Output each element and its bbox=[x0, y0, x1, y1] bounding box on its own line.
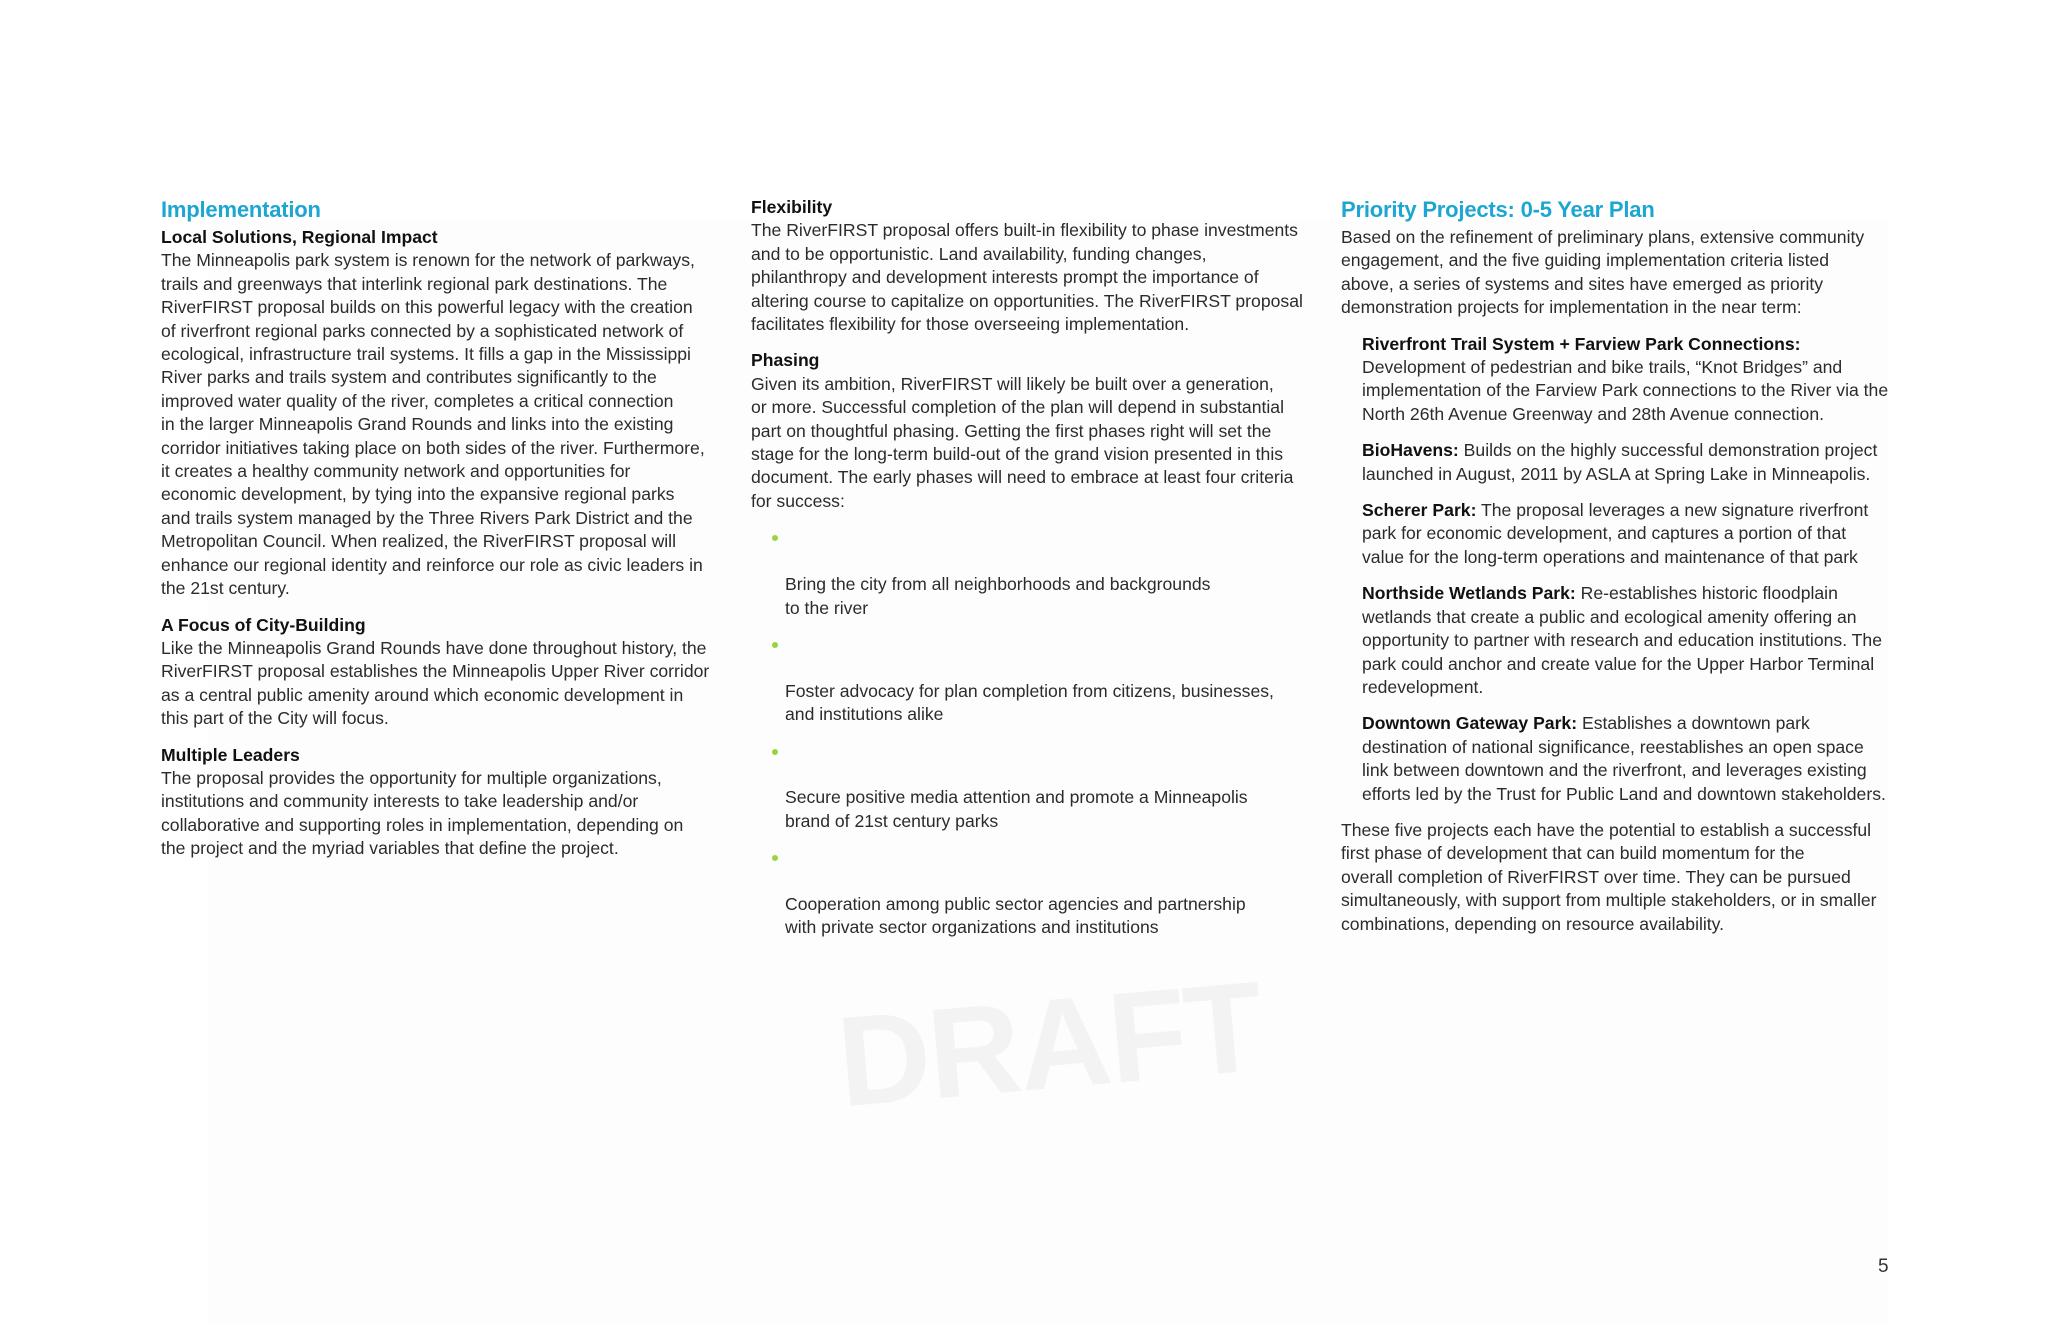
column-implementation bbox=[161, 196, 721, 874]
bullet-dot-icon bbox=[772, 535, 778, 541]
project-name: Riverfront Trail System + Farview Park Connections: bbox=[1362, 333, 1801, 354]
phasing-title: Phasing bbox=[751, 350, 820, 371]
list-item-text: Bring the city from all neighborhoods and backgrounds to the river bbox=[785, 574, 1211, 618]
priority-projects-heading: Priority Projects: 0-5 Year Plan bbox=[1341, 197, 1655, 222]
project-name: Scherer Park: bbox=[1362, 500, 1477, 521]
project-description: Establishes a downtown park destination of national significance, reestablishes an open space link between downtown and the riverfront, and leverages existing efforts led by the Trust for Public Land and downtown stakeholders. bbox=[1362, 713, 1886, 804]
bullet-dot-icon bbox=[772, 855, 778, 861]
implementation-heading: Implementation bbox=[161, 197, 321, 222]
column-flexibility-phasing bbox=[751, 196, 1307, 953]
multiple-leaders-text: The proposal provides the opportunity for multiple organizations, institutions and community interests to take leadership and/or collaborative and supporting roles in implementation, depending on the project and the myriad variables that define the project. bbox=[161, 767, 684, 859]
city-building-text: Like the Minneapolis Grand Rounds have done throughout history, the RiverFIRST proposal establishes the Minneapolis Upper River corridor as a central public amenity around which economic development in this part of the City will focus. bbox=[161, 637, 710, 729]
list-item-text: Foster advocacy for plan completion from citizens, businesses, and institutions alike bbox=[785, 680, 1274, 725]
column-priority-projects bbox=[1341, 196, 1901, 949]
list-item-text: Cooperation among public sector agencies and partnership with private sector organizations and institutions bbox=[785, 893, 1246, 938]
section-local-solutions bbox=[161, 226, 721, 601]
section-phasing bbox=[751, 349, 1307, 513]
bullet-dot-icon bbox=[772, 749, 778, 755]
list-item bbox=[772, 846, 1307, 940]
bullet-dot-icon bbox=[772, 642, 778, 648]
local-solutions-text: The Minneapolis park system is renown for the network of parkways, trails and greenways that interlink regional park destinations. The RiverFIRST proposal builds on this powerful legacy with the creation of riverfront regional parks connected by a sophisticated network of ecological, infrastructure trail systems. It fills a gap in the Mississippi River parks and trails system and contributes significantly to the improved water quality of the river, completes a critical connection in the larger Minneapolis Grand Rounds and links into the existing corridor initiatives taking place on both sides of the river. Furthermore, it creates a healthy community network and opportunities for economic development, by tying into the expansive regional parks and trails system managed by the Three Rivers Park District and the Metropolitan Council. When realized, the RiverFIRST proposal will enhance our regional identity and reinforce our role as civic leaders in the 21st century. bbox=[161, 250, 705, 599]
project-description: Builds on the highly successful demonstration project launched in August, 2011 by ASLA at Spring Lake in Minneapolis. bbox=[1362, 440, 1878, 484]
project-biohavens bbox=[1362, 439, 1901, 486]
project-description: Re-establishes historic floodplain wetlands that create a public and ecological amenity offering an opportunity to partner with research and education institutions. The park could anchor and create value for the Upper Harbor Terminal redevelopment. bbox=[1362, 583, 1882, 697]
section-multiple-leaders bbox=[161, 744, 721, 861]
flexibility-text: The RiverFIRST proposal offers built-in flexibility to phase investments and to be opportunistic. Land availability, funding changes, philanthropy and development interests prompt the importance of altering course to capitalize on opportunities. The RiverFIRST proposal facilitates flexibility for those overseeing implementation. bbox=[751, 220, 1303, 335]
project-name: BioHavens: bbox=[1362, 440, 1459, 461]
section-city-building bbox=[161, 614, 721, 731]
priority-intro-text: Based on the refinement of preliminary plans, extensive community engagement, and the five guiding implementation criteria listed above, a series of systems and sites have emerged as priority demonstration projects for implementation in the near term: bbox=[1341, 227, 1865, 318]
section-flexibility bbox=[751, 196, 1307, 336]
project-scherer-park bbox=[1362, 499, 1901, 569]
project-name: Northside Wetlands Park: bbox=[1362, 583, 1576, 604]
phasing-text: Given its ambition, RiverFIRST will likely be built over a generation, or more. Successful completion of the plan will depend in substantial part on thoughtful phasing. Getting the first phases right will set the stage for the long-term build-out of the grand vision presented in this document. The early phases will need to embrace at least four criteria for success: bbox=[751, 373, 1294, 511]
draft-watermark: DRAFT bbox=[832, 955, 1267, 1135]
list-item bbox=[772, 740, 1307, 834]
success-criteria-list bbox=[751, 526, 1307, 940]
page-number: 5 bbox=[1878, 1256, 1889, 1277]
list-item bbox=[772, 633, 1307, 727]
project-description: The proposal leverages a new signature riverfront park for economic development, and captures a portion of that value for the long-term operations and maintenance of that park bbox=[1362, 500, 1869, 567]
project-description: Development of pedestrian and bike trails, “Knot Bridges” and implementation of the Farview Park connections to the River via the North 26th Avenue Greenway and 28th Avenue connection. bbox=[1362, 357, 1889, 424]
project-downtown-gateway bbox=[1362, 712, 1901, 806]
project-name: Downtown Gateway Park: bbox=[1362, 713, 1578, 734]
multiple-leaders-title: Multiple Leaders bbox=[161, 744, 300, 765]
flexibility-title: Flexibility bbox=[751, 197, 833, 217]
priority-closing-text: These five projects each have the potential to establish a successful first phase of development that can build momentum for the overall completion of RiverFIRST over time. They can be pursued simultaneously, with support from multiple stakeholders, or in smaller combinations, depending on resource availability. bbox=[1341, 819, 1877, 934]
local-solutions-title: Local Solutions, Regional Impact bbox=[161, 227, 438, 247]
list-item-text: Secure positive media attention and promote a Minneapolis brand of 21st century parks bbox=[785, 787, 1248, 831]
list-item bbox=[772, 526, 1307, 620]
city-building-title: A Focus of City-Building bbox=[161, 614, 366, 635]
project-riverfront-trail bbox=[1362, 333, 1901, 427]
project-northside-wetlands bbox=[1362, 582, 1901, 699]
